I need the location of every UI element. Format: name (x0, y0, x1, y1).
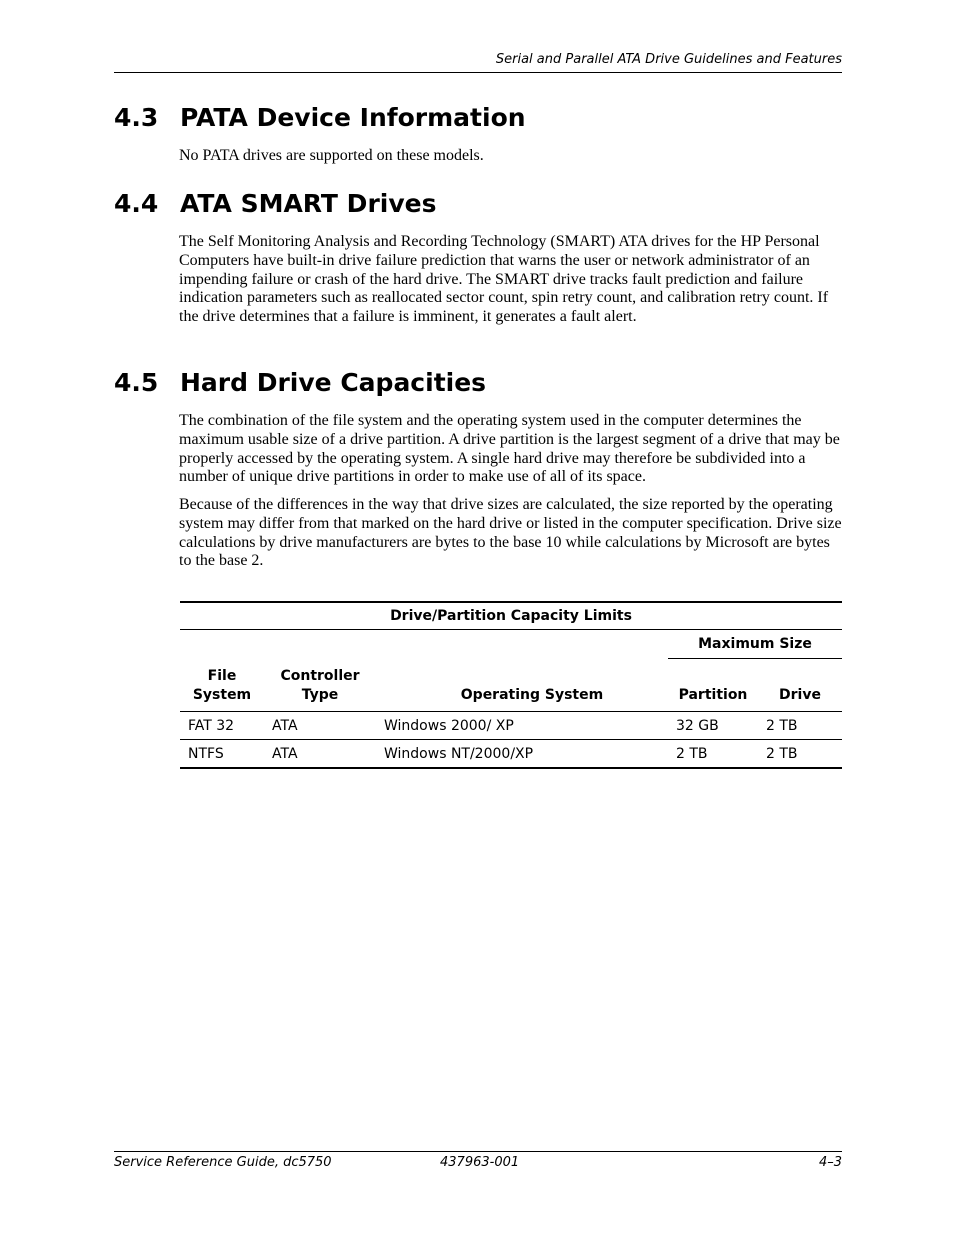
section-title: ATA SMART Drives (180, 189, 437, 218)
paragraph: The combination of the file system and the operating system used in the computer determines the maximum usable size of a drive partition. A drive partition is the largest segment of a drive that may be properly accessed by the operating system. A single hard drive may therefore be subdivided into a number of unique drive partitions in order to make use of all of its space. (179, 412, 840, 486)
table-header-row (180, 659, 842, 712)
col-file-system: File System (180, 659, 264, 712)
cell-file-system: FAT 32 (180, 712, 264, 740)
footer-part-number: 437963-001 (440, 1155, 520, 1170)
paragraph: No PATA drives are supported on these models. (179, 147, 484, 164)
cell-os: Windows NT/2000/XP (376, 740, 668, 769)
paragraph: The Self Monitoring Analysis and Recording Technology (SMART) ATA drives for the HP Personal Computers have built-in drive failure prediction that warns the user or network administrator of an impending failure or crash of the hard drive. The SMART drive tracks fault prediction and failure indication parameters such as reallocated sector count, spin retry count, and calibration retry count. If the drive determines that a failure is imminent, it generates a fault alert. (179, 233, 829, 326)
col-drive: Drive (758, 659, 842, 712)
cell-partition: 32 GB (668, 712, 758, 740)
col-partition: Partition (668, 659, 758, 712)
section-title: Hard Drive Capacities (180, 368, 487, 397)
cell-drive: 2 TB (758, 740, 842, 769)
paragraph: Because of the differences in the way that drive sizes are calculated, the size reported by the operating system may differ from that marked on the hard drive or listed in the computer specification. Drive size calculations by drive manufacturers are bytes to the base 10 while calculations by Microsoft are bytes to the base 2. (179, 496, 842, 570)
cell-drive: 2 TB (758, 712, 842, 740)
capacity-limits-table (180, 601, 842, 769)
cell-file-system: NTFS (180, 740, 264, 769)
section-heading-4-5 (114, 368, 486, 397)
col-operating-system: Operating System (376, 659, 668, 712)
table-title: Drive/Partition Capacity Limits (180, 602, 842, 630)
section-number: 4.4 (114, 189, 159, 218)
footer-page-number: 4–3 (818, 1155, 842, 1170)
cell-controller: ATA (264, 712, 376, 740)
table-group-row (180, 630, 842, 659)
running-header: Serial and Parallel ATA Drive Guidelines and Features (495, 52, 842, 67)
section-number: 4.3 (114, 103, 159, 132)
table-row (180, 740, 842, 769)
section-number: 4.5 (114, 368, 159, 397)
section-title: PATA Device Information (180, 103, 526, 132)
section-heading-4-3 (114, 103, 526, 132)
cell-os: Windows 2000/ XP (376, 712, 668, 740)
cell-partition: 2 TB (668, 740, 758, 769)
footer-doc-title: Service Reference Guide, dc5750 (114, 1155, 332, 1170)
col-controller-type: Controller Type (264, 659, 376, 712)
section-heading-4-4 (114, 189, 436, 218)
table-row (180, 712, 842, 740)
max-size-header: Maximum Size (668, 630, 842, 659)
cell-controller: ATA (264, 740, 376, 769)
footer-rule (114, 1151, 842, 1152)
table-title-row (180, 602, 842, 630)
header-rule (114, 72, 842, 73)
